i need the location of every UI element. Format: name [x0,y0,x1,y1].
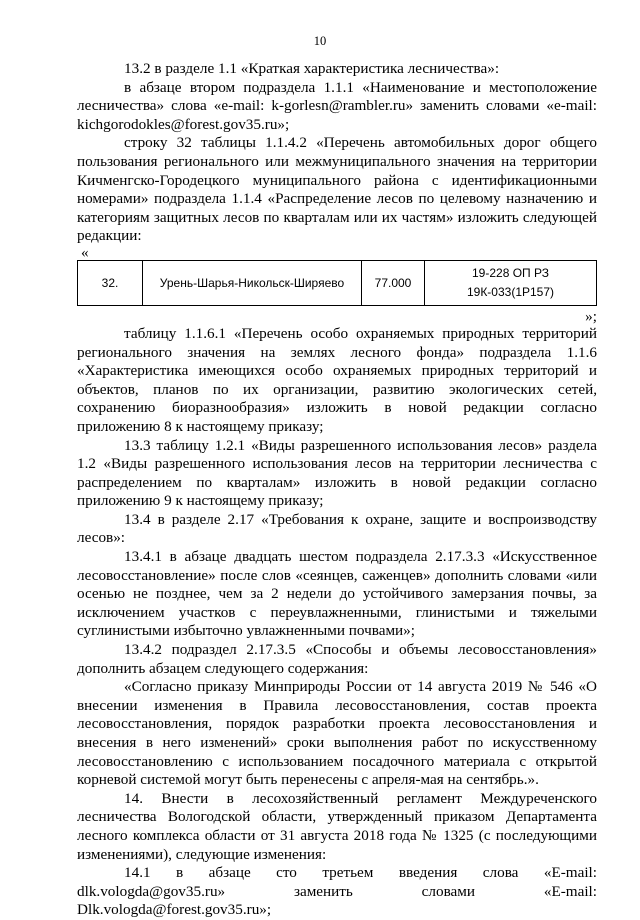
road-name-cell: Урень-Шарья-Никольск-Ширяево [143,260,362,305]
quote-open-mark: « [81,243,89,261]
road-table [77,260,597,306]
road-length-cell: 77.000 [362,260,425,305]
paragraph-quoted-order: «Согласно приказу Минприроды России от 14 августа 2019 № 546 «О внесении изменения в Правила лесовосстановления, состав проекта лесовосстановления, порядок разработки проекта лесовосстановления и внесения в него изменений» сроки выполнения работ по искусственному лесовосстановлению с использованием посадочного материала с открытой корневой системой могут быть перенесены с апреля-мая на сентябрь.». [77,678,597,789]
paragraph-table-1-1-6-1: таблицу 1.1.6.1 «Перечень особо охраняемых природных территорий регионального значения на землях лесного фонда» подраздела 1.1.6 «Характеристика имеющихся особо охраняемых природных территорий и объектов, планов по их организации, развитию экологических сетей, сохранению биоразнообразия» изложить в новой редакции согласно приложению 8 к настоящему приказу; [77,324,597,435]
table-row [78,260,597,305]
paragraph-13-4-2: 13.4.2 подраздел 2.17.3.5 «Способы и объемы лесовосстановления» дополнить абзацем следующего содержания: [77,641,597,677]
paragraph-13-4: 13.4 в разделе 2.17 «Требования к охране, защите и воспроизводству лесов»: [77,510,597,547]
quote-close-mark: »; [585,307,597,325]
paragraph-14-1: 14.1 в абзаце сто третьем введения слова «E-mail: dlk.vologda@gov35.ru» заменить словами «E-mail: Dlk.vologda@forest.gov35.ru»; [77,864,597,919]
road-code-cell: 19-228 ОП РЗ 19К-033(1Р157) [425,260,597,305]
document-body [77,60,597,920]
paragraph-email-change: в абзаце втором подраздела 1.1.1 «Наименование и местоположение лесничества» слова «e-mail: k-gorlesn@rambler.ru» заменить словами «e-mail: kichgorodokles@forest.gov35.ru»; [77,78,597,133]
paragraph-13-3: 13.3 таблицу 1.2.1 «Виды разрешенного использования лесов» раздела 1.2 «Виды разрешенного использования лесов на территории лесничества с распределением по кварталам» изложить в новой редакции согласно приложению 9 к настоящему приказу; [77,436,597,510]
paragraph-14: 14. Внести в лесохозяйственный регламент Междуреченского лесничества Вологодской области, утвержденный приказом Департамента лесного комплекса области от 31 августа 2018 года № 1325 (с последующими изменениями), следующие изменения: [77,789,597,863]
paragraph-13-4-1: 13.4.1 в абзаце двадцать шестом подраздела 2.17.3.3 «Искусственное лесовосстановление» после слов «сеянцев, саженцев» дополнить словами «или осенью не позднее, чем за 2 недели до устойчивого замерзания почвы, за исключением участков с переувлажненными, глинистыми и тяжелыми суглинистыми избыточно увлажненными почвами»; [77,548,597,640]
page-number: 10 [313,34,327,48]
paragraph-row-32: строку 32 таблицы 1.1.4.2 «Перечень автомобильных дорог общего пользования регионального или межмуниципального значения на территории Кичменгско-Городецкого муниципального района с идентификационными номерами» подраздела 1.1.4 «Распределение лесов по целевому назначению и категориям защитных лесов по кварталам или их частям» изложить следующей редакции: [77,134,597,245]
paragraph-13-2: 13.2 в разделе 1.1 «Краткая характеристика лесничества»: [124,60,500,77]
road-number-cell: 32. [78,260,143,305]
